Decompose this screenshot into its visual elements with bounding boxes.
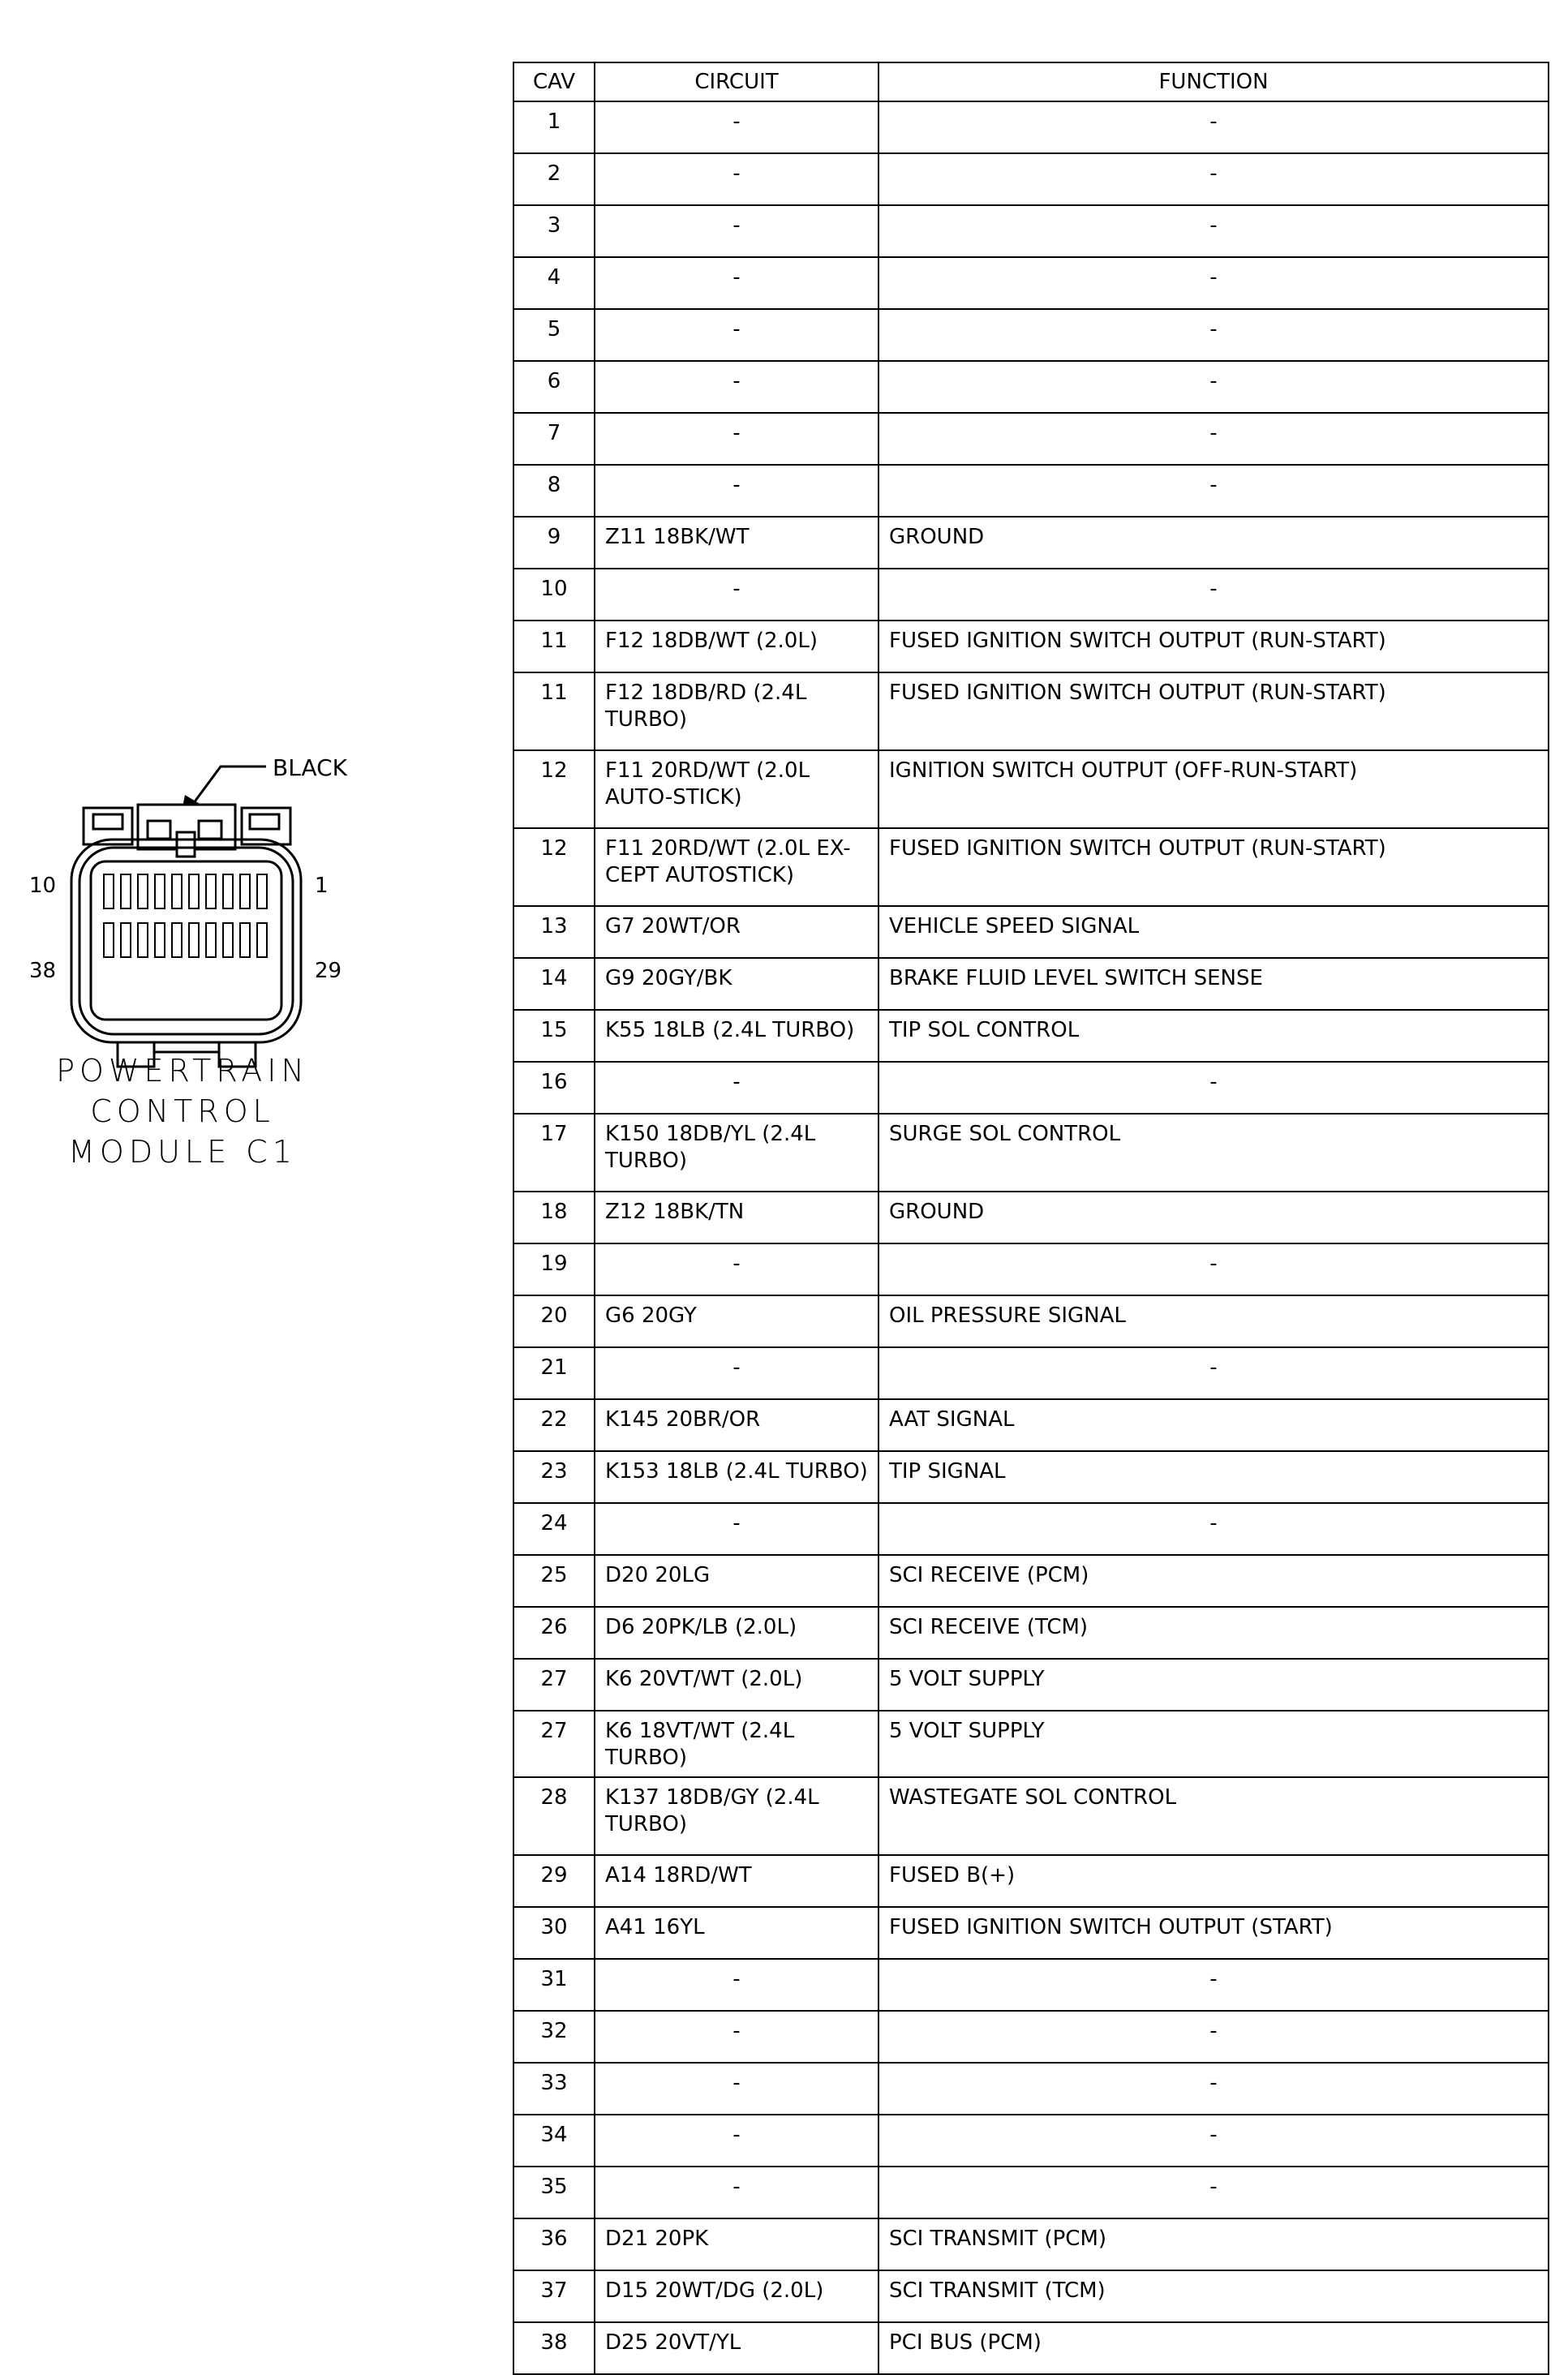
- table-row: [513, 1347, 1549, 1399]
- caption-line: MODULE C1: [68, 1134, 297, 1170]
- cell-cav: 27: [513, 1711, 595, 1777]
- cell-circuit: D6 20PK/LB (2.0L): [595, 1607, 879, 1659]
- table-row: [513, 1010, 1549, 1062]
- pin-cavity: [257, 874, 267, 908]
- table-row: [513, 205, 1549, 257]
- cell-function: GROUND: [879, 1192, 1549, 1243]
- cell-cav: 12: [513, 750, 595, 828]
- cell-function: -: [879, 1503, 1549, 1555]
- cell-function: -: [879, 2167, 1549, 2218]
- pin-cavity: [223, 874, 233, 908]
- cell-circuit: -: [595, 2115, 879, 2167]
- table-row: [513, 621, 1549, 672]
- table-row: [513, 2218, 1549, 2270]
- cell-function: -: [879, 569, 1549, 621]
- cell-circuit: K6 18VT/WT (2.4L TURBO): [595, 1711, 879, 1777]
- pin-cavity: [104, 874, 114, 908]
- cell-circuit: K145 20BR/OR: [595, 1399, 879, 1451]
- table-row: [513, 2270, 1549, 2322]
- table-row: [513, 1399, 1549, 1451]
- cell-circuit: -: [595, 101, 879, 153]
- table-row: [513, 1451, 1549, 1503]
- cell-function: -: [879, 1959, 1549, 2011]
- table-row: [513, 465, 1549, 517]
- cell-cav: 38: [513, 2322, 595, 2374]
- caption-line: CONTROL: [90, 1093, 275, 1129]
- table-row: [513, 413, 1549, 465]
- cell-cav: 25: [513, 1555, 595, 1607]
- cell-cav: 7: [513, 413, 595, 465]
- cell-function: -: [879, 2115, 1549, 2167]
- table-header-row: [513, 62, 1549, 101]
- table-row: [513, 1659, 1549, 1711]
- table-row: [513, 1243, 1549, 1295]
- cell-function: -: [879, 1243, 1549, 1295]
- cell-cav: 14: [513, 958, 595, 1010]
- pinout-table: [513, 62, 1549, 2375]
- cell-circuit: D15 20WT/DG (2.0L): [595, 2270, 879, 2322]
- table-row: [513, 1555, 1549, 1607]
- cell-cav: 18: [513, 1192, 595, 1243]
- cell-cav: 26: [513, 1607, 595, 1659]
- pin-label-bottom-left: 38: [29, 959, 57, 983]
- cell-function: -: [879, 465, 1549, 517]
- pin-label-top-left: 10: [29, 874, 57, 898]
- cell-circuit: -: [595, 309, 879, 361]
- table-row: [513, 906, 1549, 958]
- pin-label-bottom-right: 29: [315, 959, 342, 983]
- cell-circuit: K55 18LB (2.4L TURBO): [595, 1010, 879, 1062]
- cell-circuit: K150 18DB/YL (2.4L TURBO): [595, 1114, 879, 1192]
- cell-cav: 17: [513, 1114, 595, 1192]
- cell-cav: 2: [513, 153, 595, 205]
- cell-function: WASTEGATE SOL CONTROL: [879, 1777, 1549, 1855]
- cell-function: AAT SIGNAL: [879, 1399, 1549, 1451]
- cell-function: -: [879, 257, 1549, 309]
- cell-cav: 9: [513, 517, 595, 569]
- cell-circuit: -: [595, 2063, 879, 2115]
- cell-circuit: A14 18RD/WT: [595, 1855, 879, 1907]
- cell-cav: 11: [513, 621, 595, 672]
- cell-circuit: G9 20GY/BK: [595, 958, 879, 1010]
- cell-function: -: [879, 101, 1549, 153]
- cell-cav: 31: [513, 1959, 595, 2011]
- cell-cav: 24: [513, 1503, 595, 1555]
- cell-circuit: Z11 18BK/WT: [595, 517, 879, 569]
- table-row: [513, 1295, 1549, 1347]
- cell-circuit: F12 18DB/RD (2.4L TURBO): [595, 672, 879, 750]
- table-row: [513, 1855, 1549, 1907]
- cell-function: -: [879, 205, 1549, 257]
- cell-function: -: [879, 309, 1549, 361]
- cell-cav: 30: [513, 1907, 595, 1959]
- cell-circuit: -: [595, 569, 879, 621]
- cell-function: -: [879, 361, 1549, 413]
- pin-cavity: [257, 923, 267, 957]
- cell-function: FUSED IGNITION SWITCH OUTPUT (START): [879, 1907, 1549, 1959]
- table-row: [513, 361, 1549, 413]
- cell-circuit: -: [595, 1503, 879, 1555]
- cell-cav: 15: [513, 1010, 595, 1062]
- pin-cavity: [189, 923, 199, 957]
- cell-cav: 22: [513, 1399, 595, 1451]
- cell-circuit: D21 20PK: [595, 2218, 879, 2270]
- cell-cav: 11: [513, 672, 595, 750]
- header-circuit: CIRCUIT: [595, 62, 879, 101]
- cell-cav: 4: [513, 257, 595, 309]
- pin-cavity: [172, 923, 182, 957]
- pin-cavity: [104, 923, 114, 957]
- cell-cav: 37: [513, 2270, 595, 2322]
- pin-cavity: [240, 923, 250, 957]
- cell-function: BRAKE FLUID LEVEL SWITCH SENSE: [879, 958, 1549, 1010]
- cell-circuit: G6 20GY: [595, 1295, 879, 1347]
- cell-cav: 16: [513, 1062, 595, 1114]
- cell-circuit: -: [595, 257, 879, 309]
- cell-circuit: D25 20VT/YL: [595, 2322, 879, 2374]
- cell-circuit: F11 20RD/WT (2.0L AUTO-STICK): [595, 750, 879, 828]
- pin-cavity: [121, 874, 131, 908]
- cell-cav: 32: [513, 2011, 595, 2063]
- table-row: [513, 2322, 1549, 2374]
- pin-cavity: [172, 874, 182, 908]
- table-row: [513, 1711, 1549, 1777]
- cell-cav: 28: [513, 1777, 595, 1855]
- cell-function: FUSED IGNITION SWITCH OUTPUT (RUN-START): [879, 828, 1549, 906]
- connector-caption: [32, 1050, 333, 1172]
- table-row: [513, 153, 1549, 205]
- table-row: [513, 1959, 1549, 2011]
- cell-cav: 3: [513, 205, 595, 257]
- table-row: [513, 828, 1549, 906]
- cell-cav: 5: [513, 309, 595, 361]
- cell-function: 5 VOLT SUPPLY: [879, 1659, 1549, 1711]
- pin-cavity: [206, 874, 216, 908]
- cell-circuit: -: [595, 1959, 879, 2011]
- table-row: [513, 1777, 1549, 1855]
- table-row: [513, 569, 1549, 621]
- cell-cav: 21: [513, 1347, 595, 1399]
- table-row: [513, 309, 1549, 361]
- cell-circuit: -: [595, 153, 879, 205]
- table-row: [513, 750, 1549, 828]
- cell-function: SCI TRANSMIT (PCM): [879, 2218, 1549, 2270]
- cell-circuit: D20 20LG: [595, 1555, 879, 1607]
- pin-label-top-right: 1: [315, 874, 329, 898]
- cell-circuit: -: [595, 1062, 879, 1114]
- pin-cavity: [155, 923, 165, 957]
- cell-function: FUSED B(+): [879, 1855, 1549, 1907]
- cell-cav: 20: [513, 1295, 595, 1347]
- cell-cav: 34: [513, 2115, 595, 2167]
- cell-function: FUSED IGNITION SWITCH OUTPUT (RUN-START): [879, 621, 1549, 672]
- cell-function: -: [879, 2011, 1549, 2063]
- cell-function: -: [879, 413, 1549, 465]
- cell-function: VEHICLE SPEED SIGNAL: [879, 906, 1549, 958]
- table-row: [513, 1062, 1549, 1114]
- table-row: [513, 1192, 1549, 1243]
- pin-cavity: [155, 874, 165, 908]
- cell-cav: 29: [513, 1855, 595, 1907]
- table-row: [513, 1503, 1549, 1555]
- pin-cavity: [206, 923, 216, 957]
- cell-cav: 19: [513, 1243, 595, 1295]
- cell-circuit: -: [595, 1243, 879, 1295]
- cell-function: GROUND: [879, 517, 1549, 569]
- cell-function: -: [879, 153, 1549, 205]
- caption-line: POWERTRAIN: [56, 1053, 309, 1089]
- cell-function: -: [879, 2063, 1549, 2115]
- table-row: [513, 1907, 1549, 1959]
- cell-circuit: Z12 18BK/TN: [595, 1192, 879, 1243]
- cell-function: TIP SIGNAL: [879, 1451, 1549, 1503]
- cell-circuit: -: [595, 1347, 879, 1399]
- table-row: [513, 2063, 1549, 2115]
- cell-cav: 1: [513, 101, 595, 153]
- table-row: [513, 2167, 1549, 2218]
- cell-circuit: F11 20RD/WT (2.0L EX-CEPT AUTOSTICK): [595, 828, 879, 906]
- cell-function: SCI RECEIVE (TCM): [879, 1607, 1549, 1659]
- cell-circuit: K153 18LB (2.4L TURBO): [595, 1451, 879, 1503]
- cell-function: OIL PRESSURE SIGNAL: [879, 1295, 1549, 1347]
- cell-circuit: -: [595, 205, 879, 257]
- table-row: [513, 257, 1549, 309]
- cell-cav: 10: [513, 569, 595, 621]
- cell-function: PCI BUS (PCM): [879, 2322, 1549, 2374]
- cell-function: SCI RECEIVE (PCM): [879, 1555, 1549, 1607]
- cell-cav: 23: [513, 1451, 595, 1503]
- cell-cav: 35: [513, 2167, 595, 2218]
- cell-circuit: A41 16YL: [595, 1907, 879, 1959]
- cell-circuit: F12 18DB/WT (2.0L): [595, 621, 879, 672]
- table-row: [513, 672, 1549, 750]
- cell-circuit: -: [595, 361, 879, 413]
- cell-cav: 6: [513, 361, 595, 413]
- pin-cavity: [138, 874, 148, 908]
- cell-circuit: G7 20WT/OR: [595, 906, 879, 958]
- cell-function: IGNITION SWITCH OUTPUT (OFF-RUN-START): [879, 750, 1549, 828]
- cell-cav: 8: [513, 465, 595, 517]
- cell-function: FUSED IGNITION SWITCH OUTPUT (RUN-START): [879, 672, 1549, 750]
- table-row: [513, 1607, 1549, 1659]
- cell-circuit: -: [595, 413, 879, 465]
- cell-function: TIP SOL CONTROL: [879, 1010, 1549, 1062]
- cell-circuit: -: [595, 465, 879, 517]
- cell-function: 5 VOLT SUPPLY: [879, 1711, 1549, 1777]
- table-row: [513, 101, 1549, 153]
- cell-circuit: K137 18DB/GY (2.4L TURBO): [595, 1777, 879, 1855]
- cell-circuit: -: [595, 2011, 879, 2063]
- cell-function: -: [879, 1347, 1549, 1399]
- table-row: [513, 517, 1549, 569]
- cell-cav: 12: [513, 828, 595, 906]
- pin-cavity: [138, 923, 148, 957]
- cell-cav: 36: [513, 2218, 595, 2270]
- table-row: [513, 2011, 1549, 2063]
- cell-function: -: [879, 1062, 1549, 1114]
- cell-circuit: -: [595, 2167, 879, 2218]
- cell-cav: 33: [513, 2063, 595, 2115]
- table-row: [513, 1114, 1549, 1192]
- table-row: [513, 2115, 1549, 2167]
- cell-cav: 13: [513, 906, 595, 958]
- color-label: BLACK: [273, 754, 348, 781]
- table-row: [513, 958, 1549, 1010]
- pin-cavity: [240, 874, 250, 908]
- cell-function: SURGE SOL CONTROL: [879, 1114, 1549, 1192]
- pin-cavity: [121, 923, 131, 957]
- connector-pins: [104, 874, 267, 957]
- cell-function: SCI TRANSMIT (TCM): [879, 2270, 1549, 2322]
- header-function: FUNCTION: [879, 62, 1549, 101]
- header-cav: CAV: [513, 62, 595, 101]
- cell-circuit: K6 20VT/WT (2.0L): [595, 1659, 879, 1711]
- cell-cav: 27: [513, 1659, 595, 1711]
- pin-cavity: [223, 923, 233, 957]
- pin-cavity: [189, 874, 199, 908]
